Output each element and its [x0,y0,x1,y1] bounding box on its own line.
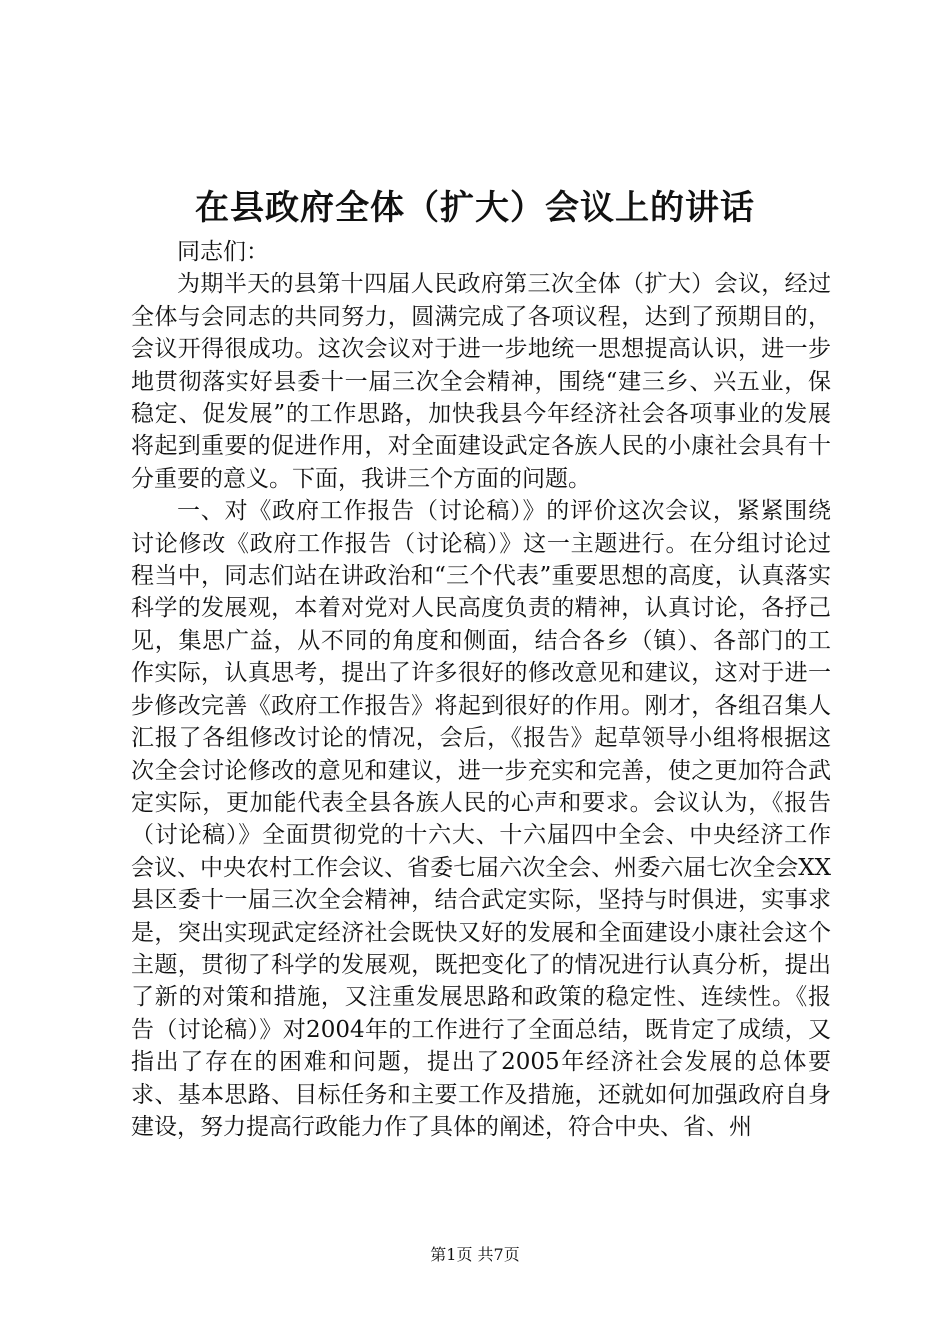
salutation: 同志们： [177,239,269,265]
paragraph-section-one: 一、对《政府工作报告（讨论稿）》的评价这次会议，紧紧围绕讨论修改《政府工作报告（讨论稿）》这一主题进行。在分组讨论过程当中，同志们站在讲政治和“三个代表”重要思想的高度，认真落实科学的发展观，本着对党对人民高度负责的精神，认真讨论，各抒己见，集思广益，从不同的角度和侧面，结合各乡（镇）、各部门的工作实际，认真思考，提出了许多很好的修改意见和建议，这对于进一步修改完善《政府工作报告》将起到很好的作用。刚才，各组召集人汇报了各组修改讨论的情况，会后，《报告》起草领导小组将根据这次全会讨论修改的意见和建议，进一步充实和完善，使之更加符合武定实际，更加能代表全县各族人民的心声和要求。会议认为，《报告（讨论稿）》全面贯彻党的十六大、十六届四中全会、中央经济工作会议、中央农村工作会议、省委七届六次全会、州委六届七次全会XX县区委十一届三次全会精神，结合武定实际，坚持与时俱进，实事求是，突出实现武定经济社会既快又好的发展和全面建设小康社会这个主题，贯彻了科学的发展观，既把变化了的情况进行认真分析，提出了新的对策和措施，又注重发展思路和政策的稳定性、连续性。《报告（讨论稿）》对2004年的工作进行了全面总结，既肯定了成绩，又指出了存在的困难和问题，提出了2005年经济社会发展的总体要求、基本思路、目标任务和主要工作及措施，还就如何加强政府自身建设，努力提高行政能力作了具体的阐述，符合中央、省、州 [131,498,831,1140]
document-body [131,236,831,1143]
paragraph-intro: 为期半天的县第十四届人民政府第三次全体（扩大）会议，经过全体与会同志的共同努力，圆满完成了各项议程，达到了预期目的，会议开得很成功。这次会议对于进一步地统一思想提高认识，进一步地贯彻落实好县委十一届三次全会精神，围绕“建三乡、兴五业，保稳定、促发展”的工作思路，加快我县今年经济社会各项事业的发展将起到重要的促进作用，对全面建设武定各族人民的小康社会具有十分重要的意义。下面，我讲三个方面的问题。 [131,271,831,492]
document-title: 在县政府全体（扩大）会议上的讲话 [195,188,755,228]
page-footer: 第1页 共7页 [430,1245,520,1264]
